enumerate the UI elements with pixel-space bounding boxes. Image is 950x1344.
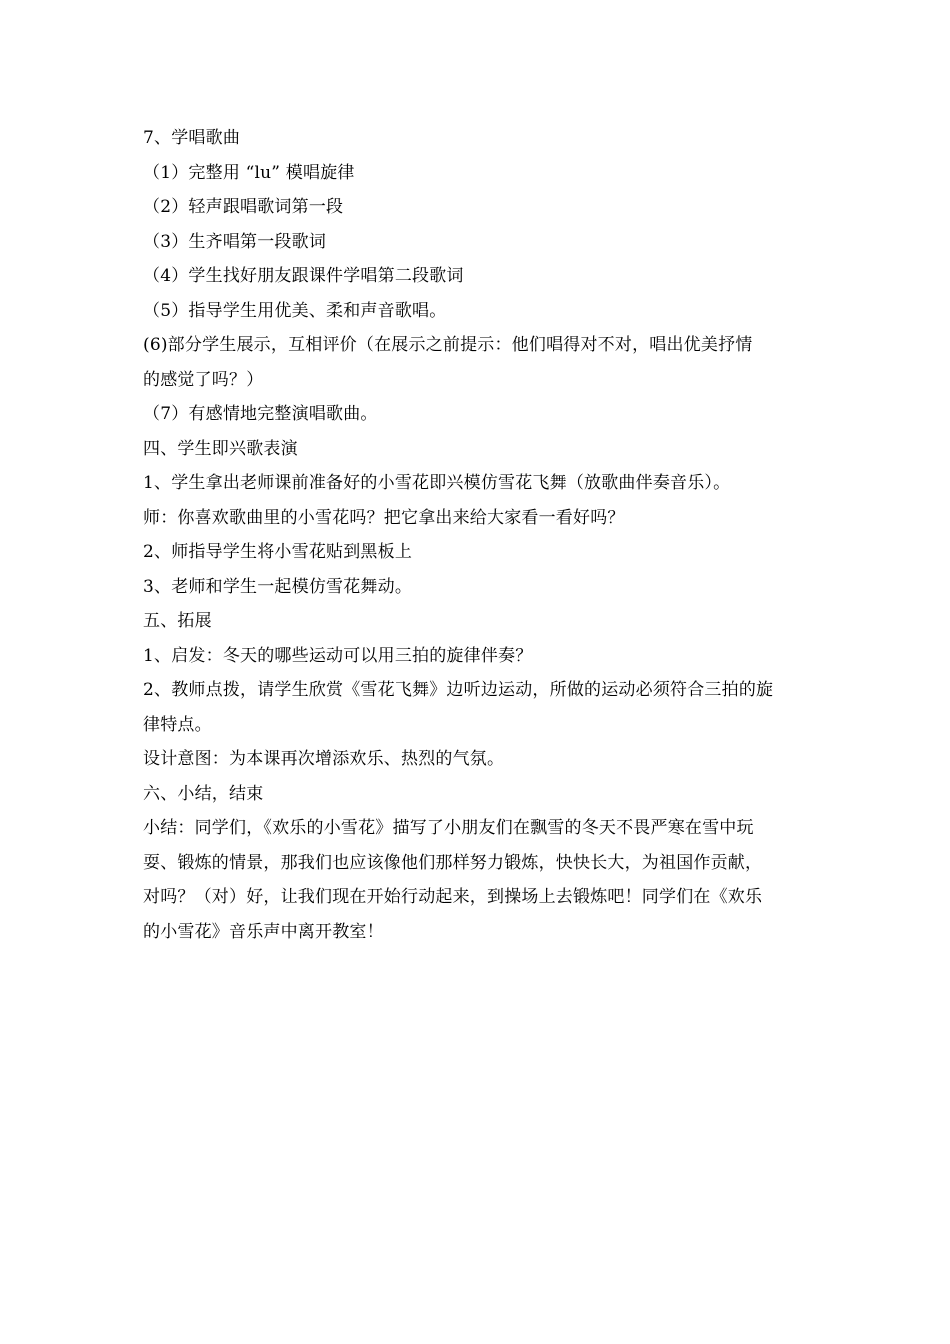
paragraph-line-continuation: 律特点。	[143, 714, 212, 735]
list-item: （5）指导学生用优美、柔和声音歌唱。	[143, 300, 447, 321]
section-heading-summary: 六、小结，结束	[143, 783, 264, 804]
summary-line: 小结：同学们，《欢乐的小雪花》描写了小朋友们在飘雪的冬天不畏严寒在雪中玩	[143, 818, 754, 838]
list-item-continuation: 的感觉了吗？）	[143, 369, 264, 390]
summary-line: 对吗？（对）好，让我们现在开始行动起来，到操场上去锻炼吧！同学们在《欢乐	[143, 887, 763, 907]
list-item: （2）轻声跟唱歌词第一段	[143, 197, 344, 217]
summary-line: 的小雪花》音乐声中离开教室！	[143, 921, 384, 942]
list-item: （1）完整用 “lu” 模唱旋律	[143, 162, 355, 183]
paragraph-line: 1、学生拿出老师课前准备好的小雪花即兴模仿雪花飞舞（放歌曲伴奏音乐）。	[143, 473, 731, 493]
list-item: （4）学生找好朋友跟课件学唱第二段歌词	[143, 266, 464, 286]
document-body	[143, 121, 815, 949]
paragraph-line: 1、启发：冬天的哪些运动可以用三拍的旋律伴奏？	[143, 645, 533, 666]
list-item: （3）生齐唱第一段歌词	[143, 231, 327, 252]
list-item: (6)部分学生展示，互相评价（在展示之前提示：他们唱得对不对，唱出优美抒情	[143, 335, 753, 355]
design-intent: 设计意图：为本课再次增添欢乐、热烈的气氛。	[143, 749, 505, 769]
paragraph-line: 2、师指导学生将小雪花贴到黑板上	[143, 542, 413, 562]
summary-line: 耍、锻炼的情景，那我们也应该像他们那样努力锻炼，快快长大，为祖国作贡献，	[143, 852, 763, 873]
paragraph-line: 3、老师和学生一起模仿雪花舞动。	[143, 576, 413, 597]
section-heading-performance: 四、学生即兴歌表演	[143, 438, 298, 459]
paragraph-line: 2、教师点拨，请学生欣赏《雪花飞舞》边听边运动，所做的运动必须符合三拍的旋	[143, 680, 774, 700]
heading-learn-song: 7、学唱歌曲	[143, 128, 241, 148]
section-heading-extension: 五、拓展	[143, 611, 212, 631]
paragraph-line: 师：你喜欢歌曲里的小雪花吗？把它拿出来给大家看一看好吗？	[143, 507, 625, 528]
list-item: （7）有感情地完整演唱歌曲。	[143, 404, 378, 424]
